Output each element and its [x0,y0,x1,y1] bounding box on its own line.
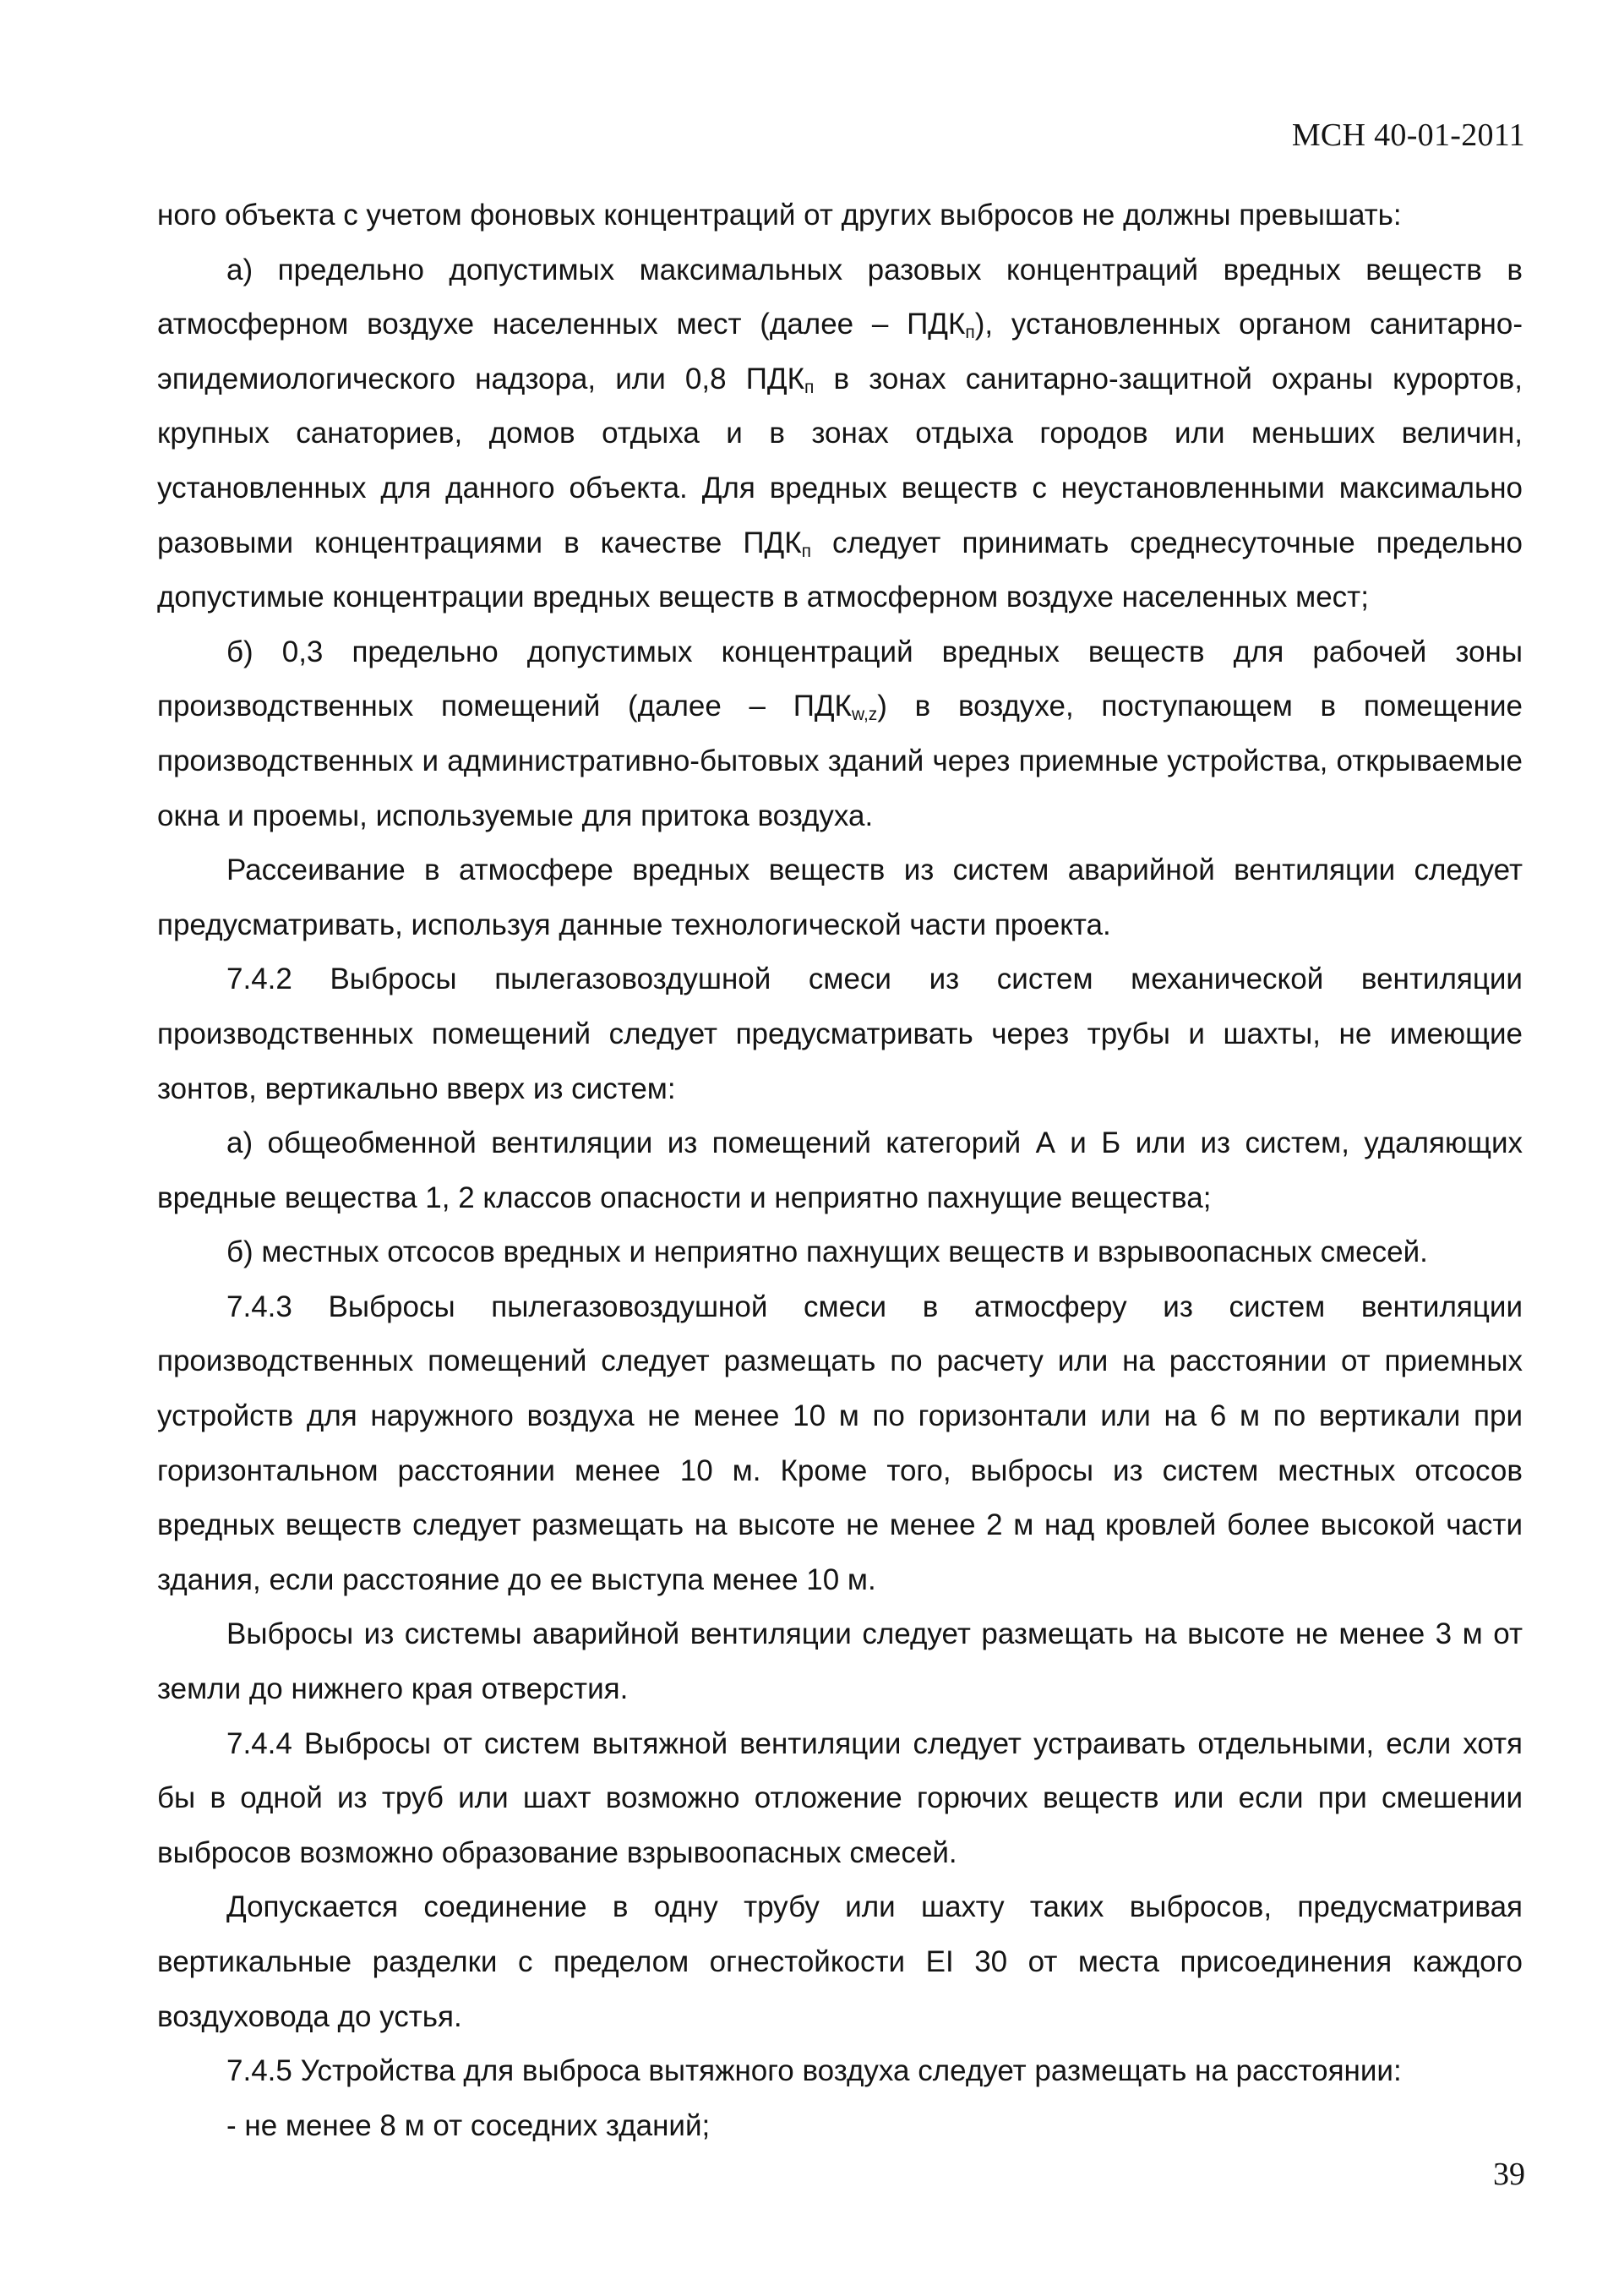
page-number: 39 [1493,2157,1525,2192]
paragraph-continuation: ного объекта с учетом фоновых концентраций от других выбросов не должны превышать: [157,199,1402,232]
paragraph-7-4-2-item-a: а) общеобменной вентиляции из помещений категорий А и Б или из систем, удаляющих вредные вещества 1, 2 классов опасности и неприятно пахнущие вещества; [157,1126,1523,1214]
paragraph-7-4-5: 7.4.5 Устройства для выброса вытяжного воздуха следует размещать на расстоянии: [226,2054,1402,2088]
document-body [157,188,1523,2153]
page-header-code: МСН 40-01-2011 [1291,117,1525,153]
paragraph-7-4-2: 7.4.2 Выбросы пылегазовоздушной смеси из систем механической вентиляции производственных помещений следует предусматривать через трубы и шахты, не имеющие зонтов, вертикально вверх из систем: [157,963,1523,1105]
paragraph-emergency-dispersion: Рассеивание в атмосфере вредных веществ из систем аварийной вентиляции следует предусматривать, используя данные технологической части проекта. [157,854,1523,941]
paragraph-item-a-max-concentrations: а) предельно допустимых максимальных разовых концентраций вредных веществ в атмосферном воздухе населенных мест (далее – $ПДК_п$), установленных органом санитарно-эпидемиологического надзора, или 0,8 $ПДК_п$ в зонах санитарно-защитной охраны курортов, крупных санаториев, домов отдыха и в зонах отдыха городов или меньших величин, установленных для данного объекта. Для вредных веществ с неустановленными максимально разовыми концентрациями в качестве $ПДК_п$ следует принимать среднесуточные предельно допустимые концентрации вредных веществ в атмосферном воздухе населенных мест; [157,253,1523,614]
paragraph-combined-shaft: Допускается соединение в одну трубу или шахту таких выбросов, предусматривая вертикальные разделки с пределом огнестойкости EI 30 от места присоединения каждого воздуховода до устья. [157,1890,1523,2033]
paragraph-7-4-4: 7.4.4 Выбросы от систем вытяжной вентиляции следует устраивать отдельными, если хотя бы в одной из труб или шахт возможно отложение горючих веществ или если при смешении выбросов возможно образование взрывоопасных смесей. [157,1726,1523,1869]
paragraph-item-b-work-zone: б) 0,3 предельно допустимых концентраций вредных веществ для рабочей зоны производственных помещений (далее – $ПДК_{w,z}$) в воздухе, поступающем в помещение производственных и административно-бытовых зданий через приемные устройства, открываемые окна и проемы, используемые для притока воздуха. [157,635,1523,832]
paragraph-7-4-2-item-b: б) местных отсосов вредных и неприятно пахнущих веществ и взрывоопасных смесей. [226,1235,1428,1269]
paragraph-7-4-5-item-1: - не менее 8 м от соседних зданий; [226,2108,711,2142]
paragraph-emergency-height: Выбросы из системы аварийной вентиляции следует размещать на высоте не менее 3 м от земли до нижнего края отверстия. [157,1617,1523,1706]
paragraph-7-4-3: 7.4.3 Выбросы пылегазовоздушной смеси в атмосферу из систем вентиляции производственных помещений следует размещать по расчету или на расстоянии от приемных устройств для наружного воздуха не менее 10 м по горизонтали или на 6 м по вертикали при горизонтальном расстоянии менее 10 м. Кроме того, выбросы из систем местных отсосов вредных веществ следует размещать на высоте не менее 2 м над кровлей более высокой части здания, если расстояние до ее выступа менее 10 м. [157,1290,1523,1596]
